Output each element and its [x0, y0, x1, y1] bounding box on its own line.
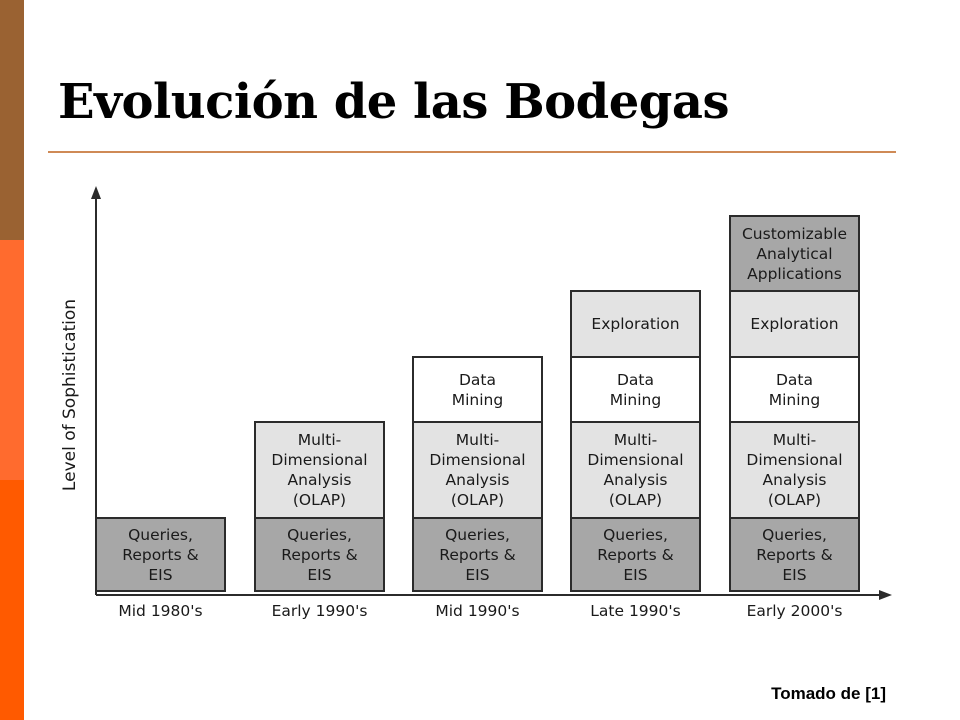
y-axis-arrow	[91, 186, 101, 199]
block-exploration-4: Exploration	[570, 290, 701, 358]
block-data-mining-3: Data Mining	[412, 356, 543, 423]
source-credit: Tomado de [1]	[771, 684, 886, 703]
era-label-4: Late 1990's	[590, 602, 681, 620]
block-exploration-5: Exploration	[729, 290, 860, 358]
block-customizable-analytical-applications-5: Customizable Analytical Applications	[729, 215, 860, 292]
block-olap-3: Multi- Dimensional Analysis (OLAP)	[412, 421, 543, 519]
slide-title: Evolución de las Bodegas	[58, 74, 729, 130]
block-queries-reports-eis-3: Queries, Reports & EIS	[412, 517, 543, 592]
block-data-mining-4: Data Mining	[570, 356, 701, 423]
block-queries-reports-eis-4: Queries, Reports & EIS	[570, 517, 701, 592]
era-label-5: Early 2000's	[746, 602, 843, 620]
block-queries-reports-eis-1: Queries, Reports & EIS	[95, 517, 226, 592]
era-label-1: Mid 1980's	[118, 602, 203, 620]
block-olap-4: Multi- Dimensional Analysis (OLAP)	[570, 421, 701, 519]
x-axis-arrow	[879, 590, 892, 600]
era-label-3: Mid 1990's	[435, 602, 520, 620]
block-olap-5: Multi- Dimensional Analysis (OLAP)	[729, 421, 860, 519]
block-data-mining-5: Data Mining	[729, 356, 860, 423]
era-label-2: Early 1990's	[271, 602, 368, 620]
block-queries-reports-eis-2: Queries, Reports & EIS	[254, 517, 385, 592]
block-olap-2: Multi- Dimensional Analysis (OLAP)	[254, 421, 385, 519]
block-queries-reports-eis-5: Queries, Reports & EIS	[729, 517, 860, 592]
